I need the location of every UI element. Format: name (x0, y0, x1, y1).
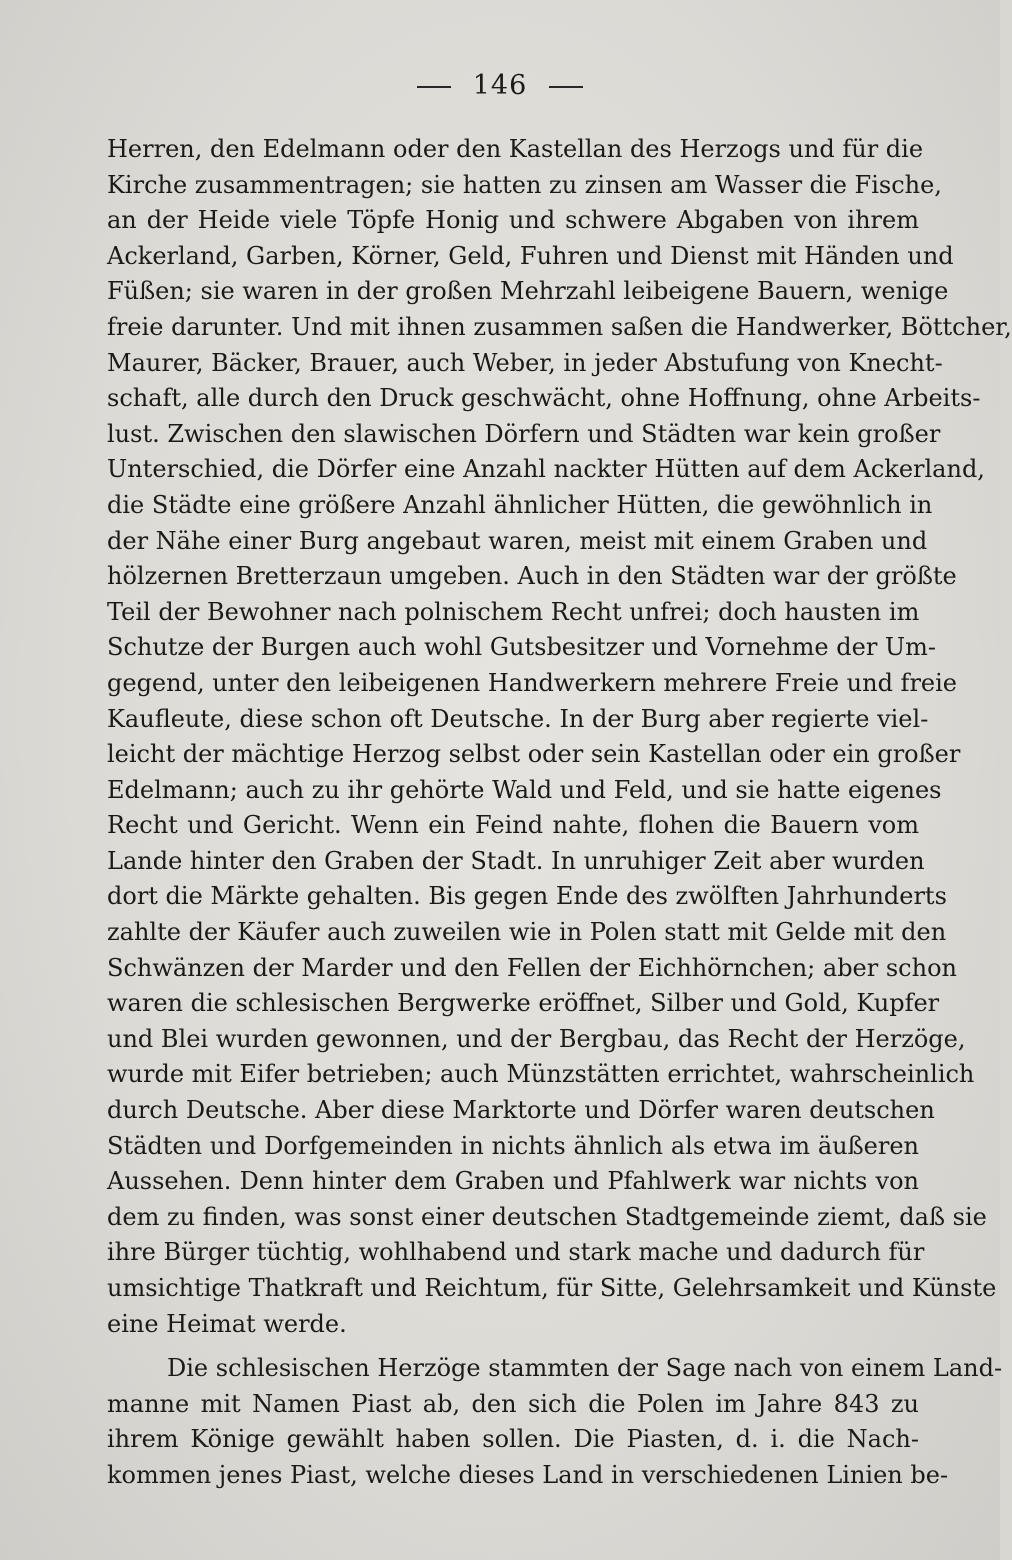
text-line: der Nähe einer Burg angebaut waren, meist mit einem Graben und (107, 526, 928, 555)
text-line: dort die Märkte gehalten. Bis gegen Ende des zwölften Jahrhunderts (107, 882, 947, 911)
paragraph-gap (107, 1342, 919, 1351)
text-line: Aussehen. Denn hinter dem Graben und Pfahlwerk war nichts von (107, 1167, 919, 1196)
text-line: Schutze der Burgen auch wohl Gutsbesitzer und Vornehme der Um- (107, 633, 937, 662)
text-line: freie darunter. Und mit ihnen zusammen saßen die Handwerker, Böttcher, (107, 312, 1012, 341)
text-line: leicht der mächtige Herzog selbst oder sein Kastellan oder ein großer (107, 740, 961, 769)
page-number: 146 (472, 70, 528, 101)
text-line: schaft, alle durch den Druck geschwächt, ohne Hoffnung, ohne Arbeits- (107, 384, 981, 413)
paragraph-1 (107, 132, 1012, 1342)
text-line: Städten und Dorfgemeinden in nichts ähnlich als etwa im äußeren (107, 1131, 919, 1160)
text-line: dem zu finden, was sonst einer deutschen Stadtgemeinde ziemt, daß sie (107, 1202, 987, 1231)
text-line: manne mit Namen Piast ab, den sich die Polen im Jahre 843 zu (107, 1389, 919, 1418)
text-line: Lande hinter den Graben der Stadt. In unruhiger Zeit aber wurden (107, 846, 925, 875)
text-line: ihre Bürger tüchtig, wohlhabend und stark mache und dadurch für (107, 1238, 925, 1267)
text-line: Teil der Bewohner nach polnischem Recht unfrei; doch hausten im (107, 597, 920, 626)
body-text (107, 132, 1012, 1494)
text-line: Edelmann; auch zu ihr gehörte Wald und Feld, und sie hatte eigenes (107, 775, 942, 804)
page-header (0, 70, 1000, 101)
text-line: die Städte eine größere Anzahl ähnlicher Hütten, die gewöhnlich in (107, 490, 933, 519)
header-dash-left (417, 86, 451, 88)
text-line: gegend, unter den leibeigenen Handwerkern mehrere Freie und freie (107, 668, 957, 697)
text-line: waren die schlesischen Bergwerke eröffnet, Silber und Gold, Kupfer (107, 989, 940, 1018)
text-line: kommen jenes Piast, welche dieses Land in verschiedenen Linien be- (107, 1460, 949, 1489)
text-line: Maurer, Bäcker, Brauer, auch Weber, in jeder Abstufung von Knecht- (107, 348, 943, 377)
text-line: lust. Zwischen den slawischen Dörfern und Städten war kein großer (107, 419, 941, 448)
text-line: Unterschied, die Dörfer eine Anzahl nackter Hütten auf dem Ackerland, (107, 455, 985, 484)
text-line: durch Deutsche. Aber diese Marktorte und Dörfer waren deutschen (107, 1096, 935, 1125)
text-line: zahlte der Käufer auch zuweilen wie in Polen statt mit Gelde mit den (107, 918, 947, 947)
paragraph-2 (107, 1351, 1003, 1493)
text-line: Die schlesischen Herzöge stammten der Sage nach von einem Land- (167, 1354, 1003, 1383)
text-line: Herren, den Edelmann oder den Kastellan des Herzogs und für die (107, 135, 924, 163)
text-line: umsichtige Thatkraft und Reichtum, für Sitte, Gelehrsamkeit und Künste (107, 1274, 997, 1302)
text-line: Kirche zusammentragen; sie hatten zu zinsen am Wasser die Fische, (107, 170, 942, 199)
text-line: Recht und Gericht. Wenn ein Feind nahte, flohen die Bauern vom (107, 811, 919, 840)
header-dash-right (549, 86, 583, 88)
text-line: ihrem Könige gewählt haben sollen. Die Piasten, d. i. die Nach- (107, 1425, 919, 1454)
text-line: Kaufleute, diese schon oft Deutsche. In der Burg aber regierte viel- (107, 704, 929, 733)
text-line: und Blei wurden gewonnen, und der Bergbau, das Recht der Herzöge, (107, 1024, 966, 1053)
text-line: Füßen; sie waren in der großen Mehrzahl leibeigene Bauern, wenige (107, 277, 949, 306)
text-line: Schwänzen der Marder und den Fellen der Eichhörnchen; aber schon (107, 953, 957, 982)
text-line: hölzernen Bretterzaun umgeben. Auch in den Städten war der größte (107, 562, 957, 591)
text-line: an der Heide viele Töpfe Honig und schwere Abgaben von ihrem (107, 206, 919, 235)
text-line: wurde mit Eifer betrieben; auch Münzstätten errichtet, wahrscheinlich (107, 1060, 975, 1089)
text-line: eine Heimat werde. (107, 1309, 347, 1338)
text-line: Ackerland, Garben, Körner, Geld, Fuhren und Dienst mit Händen und (107, 241, 954, 270)
